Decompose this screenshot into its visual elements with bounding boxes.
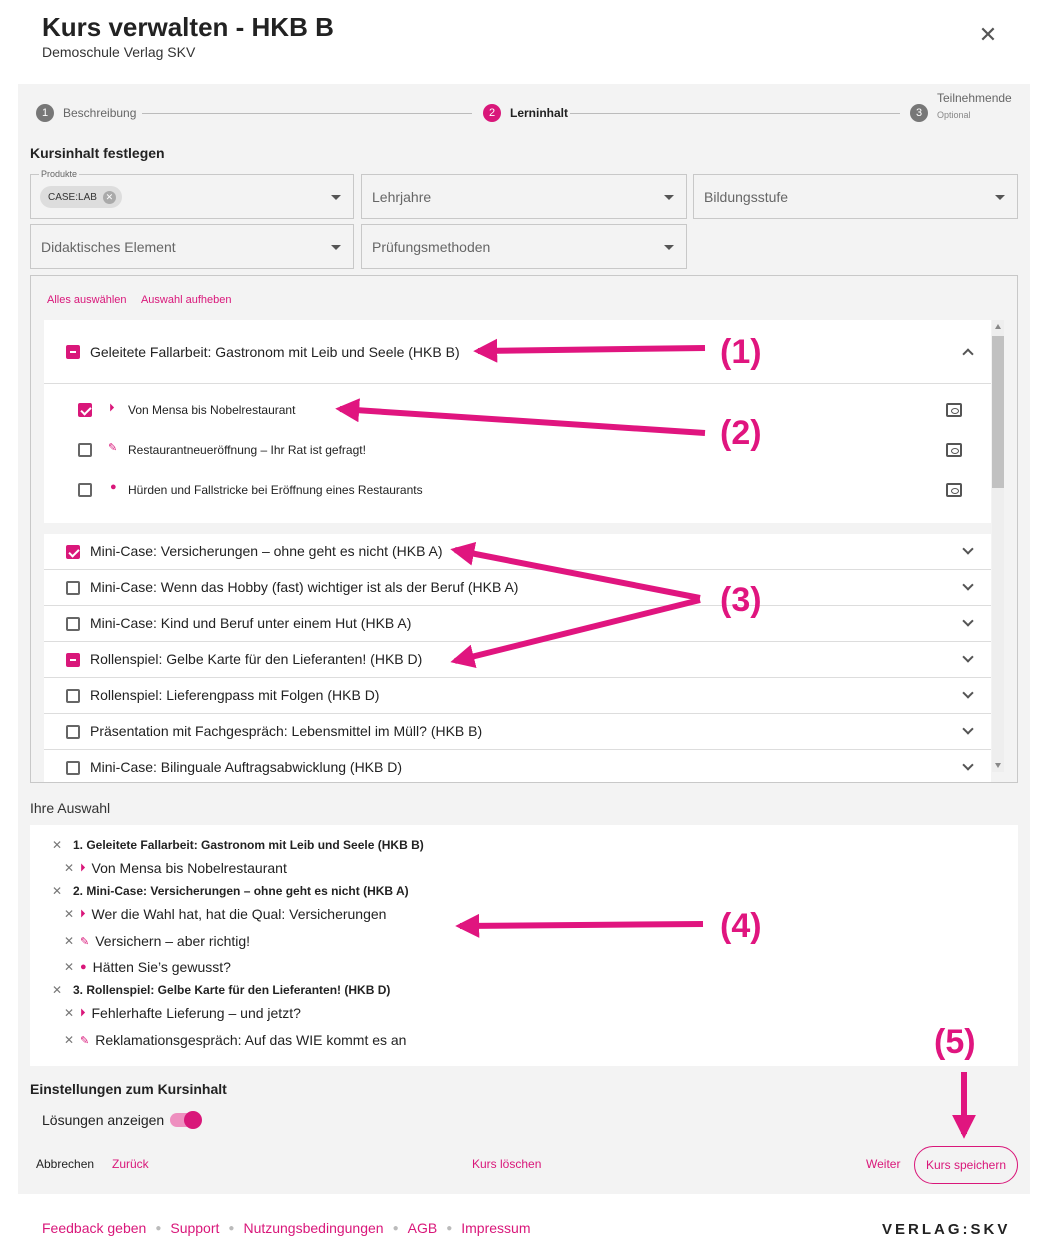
play-icon: ⏵ bbox=[80, 1006, 86, 1019]
group-title: Geleitete Fallarbeit: Gastronom mit Leib und Seele (HKB B) bbox=[90, 344, 460, 360]
puzzle-icon: ✎ bbox=[108, 442, 118, 454]
select-placeholder: Lehrjahre bbox=[372, 189, 432, 205]
separator: ● bbox=[392, 1222, 399, 1234]
footer-link-feedback[interactable]: Feedback geben bbox=[42, 1220, 147, 1236]
separator: ● bbox=[228, 1222, 235, 1234]
arrow-3b bbox=[455, 600, 700, 661]
annotation-1: (1) bbox=[720, 333, 762, 371]
group-label: Präsentation mit Fachgespräch: Lebensmittel im Müll? (HKB B) bbox=[90, 723, 483, 739]
footer-link-impressum[interactable]: Impressum bbox=[461, 1220, 531, 1236]
group-label: Rollenspiel: Lieferengpass mit Folgen (HKB D) bbox=[90, 687, 380, 703]
annotation-2: (2) bbox=[720, 414, 762, 452]
remove-icon[interactable]: ✕ bbox=[64, 1033, 75, 1047]
section-title: Kursinhalt festlegen bbox=[30, 145, 165, 161]
selection-text: 3. Rollenspiel: Gelbe Karte für den Lieferanten! (HKB D) bbox=[73, 983, 391, 997]
verlag-skv-logo: VERLAG:SKV bbox=[882, 1221, 1011, 1238]
selection-text: 2. Mini-Case: Versicherungen – ohne geht es nicht (HKB A) bbox=[73, 884, 409, 898]
annotation-4: (4) bbox=[720, 907, 762, 945]
select-placeholder: Bildungsstufe bbox=[704, 189, 789, 205]
cancel-button[interactable]: Abbrechen bbox=[36, 1157, 95, 1171]
chip-remove-icon[interactable]: ✕ bbox=[103, 191, 116, 204]
selection-text: Reklamationsgespräch: Auf das WIE kommt es an bbox=[95, 1032, 407, 1048]
footer-links bbox=[42, 1220, 530, 1236]
save-course-button[interactable]: Kurs speichern bbox=[914, 1146, 1018, 1184]
clear-selection-link[interactable]: Auswahl aufheben bbox=[140, 294, 232, 306]
produkte-legend: Produkte bbox=[41, 169, 78, 179]
item-label: Von Mensa bis Nobelrestaurant bbox=[128, 403, 296, 417]
next-button[interactable]: Weiter bbox=[866, 1157, 901, 1171]
group-label: Mini-Case: Bilinguale Auftragsabwicklung (HKB D) bbox=[90, 759, 403, 775]
step-label: Teilnehmende bbox=[937, 90, 1012, 105]
group-label: Mini-Case: Wenn das Hobby (fast) wichtiger ist als der Beruf (HKB A) bbox=[90, 579, 519, 595]
selection-text: 1. Geleitete Fallarbeit: Gastronom mit Leib und Seele (HKB B) bbox=[73, 838, 424, 852]
arrow-1 bbox=[478, 348, 705, 351]
group-label: Mini-Case: Kind und Beruf unter einem Hut (HKB A) bbox=[90, 615, 412, 631]
arrow-2 bbox=[340, 409, 705, 433]
step-label: Lerninhalt bbox=[510, 106, 569, 120]
remove-icon[interactable]: ✕ bbox=[52, 884, 63, 898]
group-label: Mini-Case: Versicherungen – ohne geht es nicht (HKB A) bbox=[90, 543, 443, 559]
puzzle-icon: ✎ bbox=[80, 1034, 90, 1047]
selection-text: Von Mensa bis Nobelrestaurant bbox=[91, 860, 287, 876]
item-label: Hürden und Fallstricke bei Eröffnung eines Restaurants bbox=[128, 483, 423, 497]
group-label: Rollenspiel: Gelbe Karte für den Lieferanten! (HKB D) bbox=[90, 651, 423, 667]
arrow-4 bbox=[460, 924, 703, 926]
pin-icon: ● bbox=[110, 481, 117, 493]
delete-course-button[interactable]: Kurs löschen bbox=[472, 1157, 542, 1171]
footer-link-support[interactable]: Support bbox=[170, 1220, 220, 1236]
pin-icon: ● bbox=[80, 961, 87, 973]
remove-icon[interactable]: ✕ bbox=[64, 934, 75, 948]
play-icon: ⏵ bbox=[109, 402, 115, 414]
item-label: Restaurantneueröffnung – Ihr Rat ist gefragt! bbox=[128, 443, 366, 457]
separator: ● bbox=[446, 1222, 453, 1234]
separator: ● bbox=[155, 1222, 162, 1234]
arrow-3a bbox=[455, 550, 700, 598]
page-title: Kurs verwalten - HKB B bbox=[42, 12, 334, 42]
select-placeholder: Didaktisches Element bbox=[41, 239, 176, 255]
selection-text: Fehlerhafte Lieferung – und jetzt? bbox=[91, 1005, 301, 1021]
remove-icon[interactable]: ✕ bbox=[52, 838, 63, 852]
play-icon: ⏵ bbox=[80, 907, 86, 920]
annotation-5: (5) bbox=[934, 1023, 976, 1061]
page-subtitle: Demoschule Verlag SKV bbox=[42, 44, 196, 60]
select-placeholder: Prüfungsmethoden bbox=[372, 239, 491, 255]
remove-icon[interactable]: ✕ bbox=[64, 1006, 75, 1020]
step-number: 1 bbox=[36, 104, 54, 122]
selection-text: Wer die Wahl hat, hat die Qual: Versicherungen bbox=[91, 906, 387, 922]
step-label: Beschreibung bbox=[63, 106, 137, 120]
selection-text: Hätten Sie’s gewusst? bbox=[92, 959, 231, 975]
puzzle-icon: ✎ bbox=[80, 935, 90, 948]
remove-icon[interactable]: ✕ bbox=[64, 960, 75, 974]
play-icon: ⏵ bbox=[80, 861, 86, 874]
step-number: 2 bbox=[483, 104, 501, 122]
remove-icon[interactable]: ✕ bbox=[64, 907, 75, 921]
annotation-3: (3) bbox=[720, 581, 762, 619]
show-solutions-label: Lösungen anzeigen bbox=[42, 1112, 165, 1128]
selection-text: Versichern – aber richtig! bbox=[95, 933, 251, 949]
chip-label: CASE:LAB bbox=[48, 191, 97, 203]
selection-title: Ihre Auswahl bbox=[30, 800, 111, 816]
close-icon[interactable]: ✕ bbox=[978, 22, 998, 47]
footer-link-terms[interactable]: Nutzungsbedingungen bbox=[243, 1220, 384, 1236]
step-number: 3 bbox=[910, 104, 928, 122]
remove-icon[interactable]: ✕ bbox=[64, 861, 75, 875]
settings-title: Einstellungen zum Kursinhalt bbox=[30, 1081, 227, 1097]
back-button[interactable]: Zurück bbox=[112, 1157, 149, 1171]
step-optional: Optional bbox=[937, 109, 971, 120]
footer-link-agb[interactable]: AGB bbox=[407, 1220, 438, 1236]
select-all-link[interactable]: Alles auswählen bbox=[47, 294, 127, 306]
remove-icon[interactable]: ✕ bbox=[52, 983, 63, 997]
